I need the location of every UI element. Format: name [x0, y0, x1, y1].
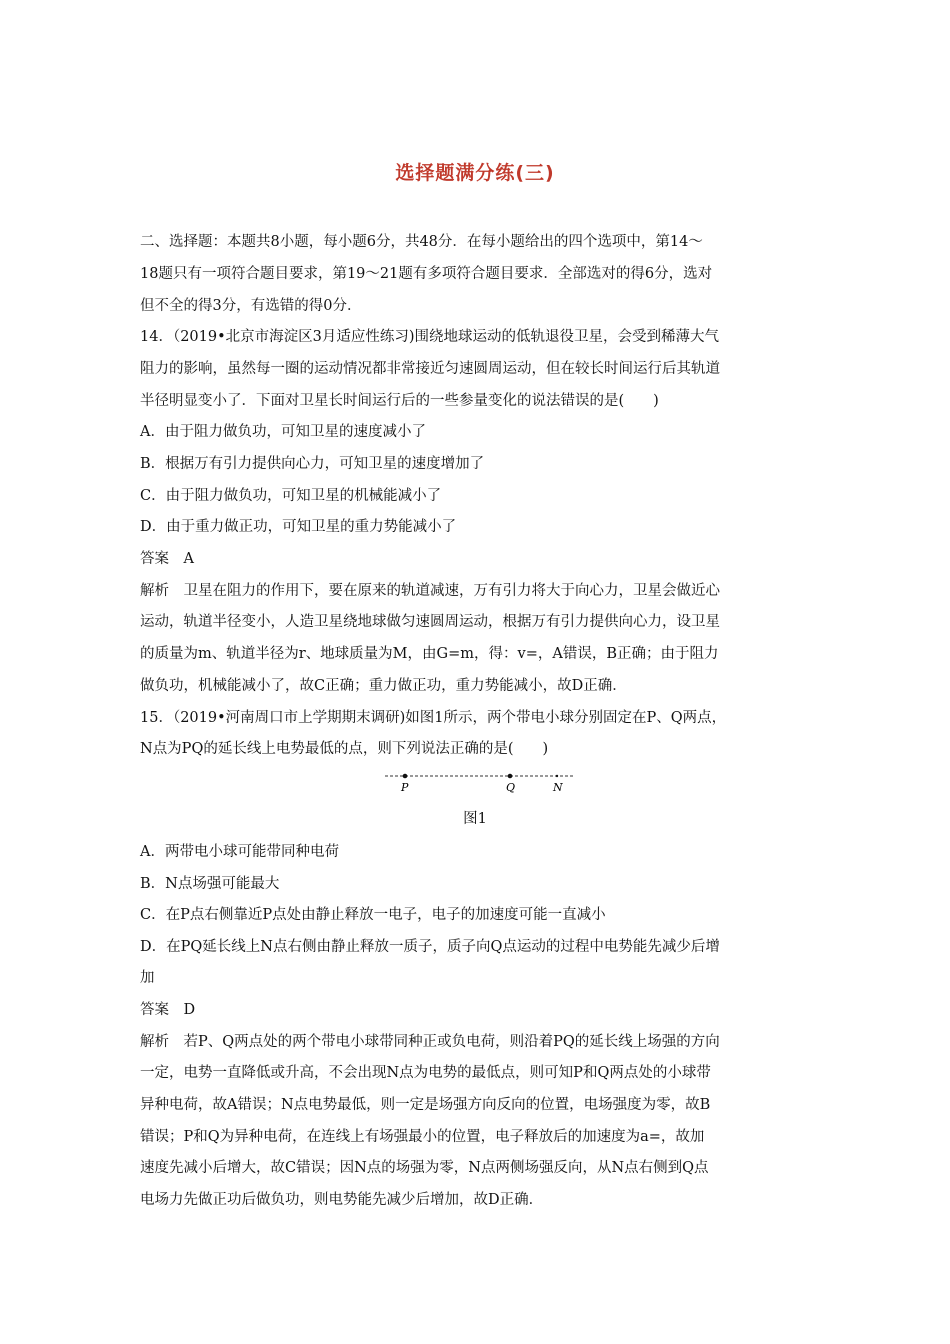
- q14-option-d: D．由于重力做正功，可知卫星的重力势能减小了: [140, 519, 457, 535]
- q14-analysis-line: 运动，轨道半径变小，人造卫星绕地球做匀速圆周运动，根据万有引力提供向心力，设卫星: [140, 614, 720, 630]
- figure-caption: 图1: [463, 811, 487, 827]
- q15-analysis-line: 一定，电势一直降低或升高，不会出现N点为电势的最低点，则可知P和Q两点处的小球带: [140, 1065, 711, 1081]
- q15-answer: 答案 D: [140, 1002, 196, 1018]
- q15-option-d-cont: 加: [140, 970, 155, 986]
- q14-option-a: A．由于阻力做负功，可知卫星的速度减小了: [140, 424, 426, 440]
- figure-1-diagram: [385, 770, 575, 794]
- q15-analysis-line: 速度先减小后增大，故C错误；因N点的场强为零，N点两侧场强反向，从N点右侧到Q点: [140, 1160, 709, 1176]
- q14-analysis-line: 解析 卫星在阻力的作用下，要在原来的轨道减速，万有引力将大于向心力，卫星会做近心: [140, 583, 720, 599]
- q14-option-c: C．由于阻力做负功，可知卫星的机械能减小了: [140, 488, 442, 504]
- q14-stem-line: 半径明显变小了．下面对卫星长时间运行后的一些参量变化的说法错误的是( ): [140, 393, 659, 409]
- q15-stem-line: 15．（2019•河南周口市上学期期末调研)如图1所示，两个带电小球分别固定在P、Q两点，: [140, 710, 727, 726]
- q15-option-c: C．在P点右侧靠近P点处由静止释放一电子，电子的加速度可能一直减小: [140, 907, 606, 923]
- intro-line: 18题只有一项符合题目要求，第19～21题有多项符合题目要求．全部选对的得6分，选对: [140, 266, 713, 282]
- label-n: N: [553, 781, 563, 794]
- q15-analysis-line: 错误；P和Q为异种电荷，在连线上有场强最小的位置，电子释放后的加速度为a=，故加: [140, 1129, 705, 1145]
- q14-stem-line: 阻力的影响，虽然每一圈的运动情况都非常接近匀速圆周运动，但在较长时间运行后其轨道: [140, 361, 720, 377]
- intro-line: 但不全的得3分，有选错的得0分．: [140, 298, 362, 314]
- point-n-marker: [556, 775, 558, 777]
- q15-stem-line: N点为PQ的延长线上电势最低的点，则下列说法正确的是( ): [140, 741, 549, 757]
- intro-line: 二、选择题：本题共8小题，每小题6分，共48分．在每小题给出的四个选项中，第14～: [140, 234, 703, 250]
- q14-option-b: B．根据万有引力提供向心力，可知卫星的速度增加了: [140, 456, 485, 472]
- point-q-marker: [508, 774, 513, 779]
- page-title: 选择题满分练(三): [395, 162, 555, 184]
- q14-answer: 答案 A: [140, 551, 194, 567]
- q15-analysis-line: 电场力先做正功后做负功，则电势能先减少后增加，故D正确．: [140, 1192, 544, 1208]
- q15-analysis-line: 解析 若P、Q两点处的两个带电小球带同种正或负电荷，则沿着PQ的延长线上场强的方向: [140, 1034, 720, 1050]
- q14-stem-line: 14．（2019•北京市海淀区3月适应性练习)围绕地球运动的低轨退役卫星，会受到稀薄大气: [140, 329, 720, 345]
- q14-analysis-line: 做负功，机械能减小了，故C正确；重力做正功，重力势能减小，故D正确．: [140, 678, 627, 694]
- label-p: P: [401, 781, 409, 794]
- q14-analysis-line: 的质量为m、轨道半径为r、地球质量为M，由G=m，得：v=，A错误，B正确；由于阻力: [140, 646, 719, 662]
- label-q: Q: [506, 781, 516, 794]
- q15-option-d: D．在PQ延长线上N点右侧由静止释放一质子，质子向Q点运动的过程中电势能先减少后增: [140, 939, 720, 955]
- q15-option-a: A．两带电小球可能带同种电荷: [140, 844, 339, 860]
- point-p-marker: [403, 774, 408, 779]
- q15-analysis-line: 异种电荷，故A错误；N点电势最低，则一定是场强方向反向的位置，电场强度为零，故B: [140, 1097, 711, 1113]
- q15-option-b: B．N点场强可能最大: [140, 876, 280, 892]
